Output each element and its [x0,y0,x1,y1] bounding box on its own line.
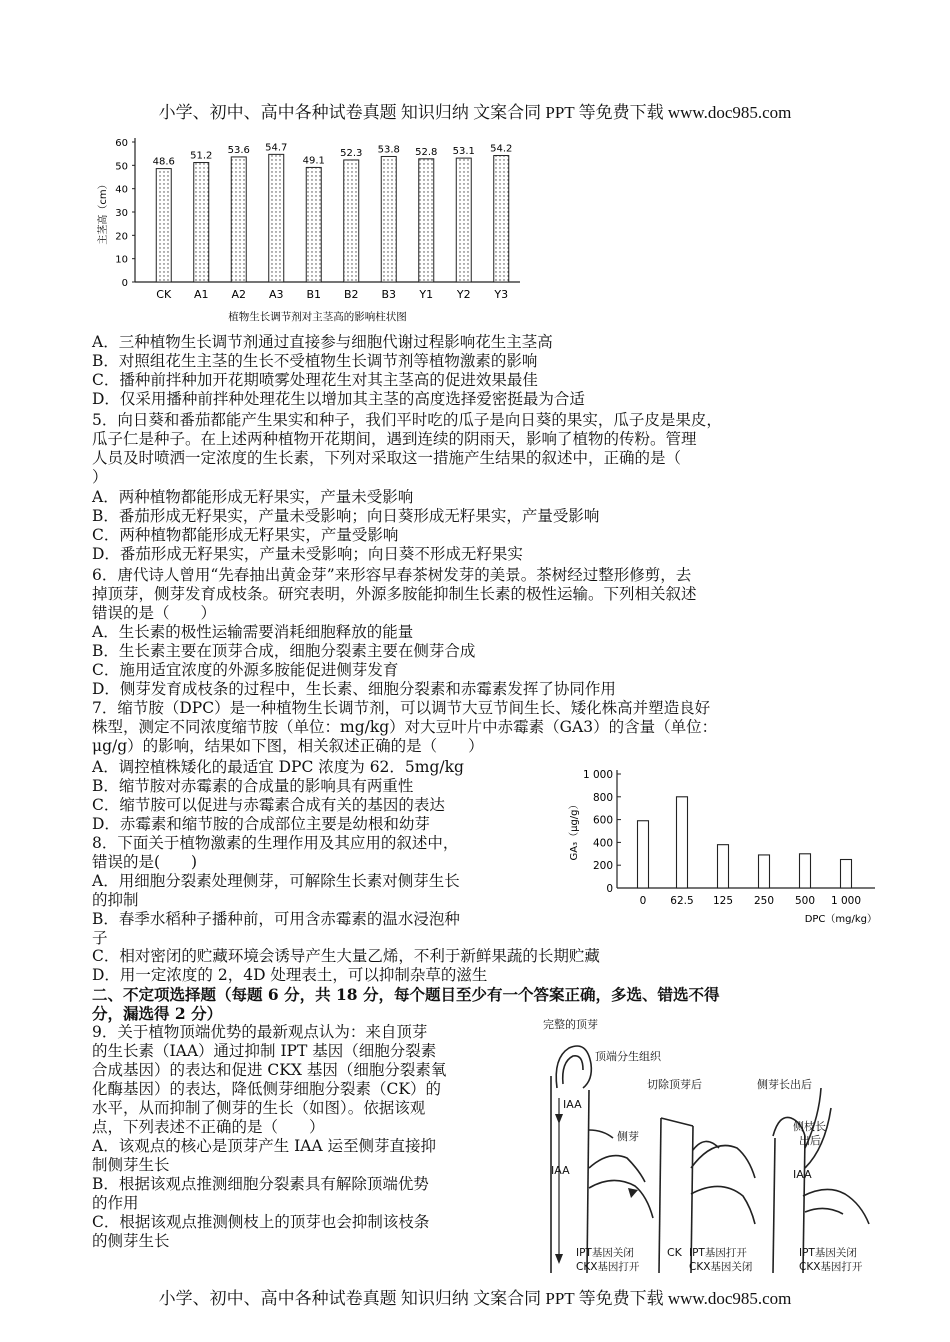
bar-Y3 [494,156,509,282]
x-tick-label: CK [156,288,172,301]
stem-height-bar-chart [90,130,530,325]
text-line: 人员及时喷洒一定浓度的生长素，下列对采取这一措施产生结果的叙述中，正确的是（ [92,449,682,467]
text-line: 掉顶芽，侧芽发育成枝条。研究表明，外源多胺能抑制生长素的极性运输。下列相关叙述 [92,585,697,603]
x-tick-label: 500 [794,895,816,907]
label-lateral-bud: 侧芽 [617,1130,639,1143]
text-line: 的侧芽生长 [92,1232,170,1250]
y-tick-label: 30 [115,208,128,219]
bar-B3 [381,156,396,282]
y-tick-label: 200 [592,860,613,873]
text-line: 二、不定项选择题（每题 6 分，共 18 分，每个题目至少有一个答案正确，多选、错选不得 [92,985,720,1004]
text-line: 点，下列表述不正确的是（ ） [92,1118,325,1136]
y-tick-label: 600 [592,814,613,827]
text-line: C．根据该观点推测侧枝上的顶芽也会抑制该枝条 [92,1213,430,1231]
page-header: 小学、初中、高中各种试卷真题 知识归纳 文案合同 PPT 等免费下载 www.doc985.com [158,103,792,122]
x-tick-label: A2 [231,288,247,301]
text-line: C．两种植物都能形成无籽果实，产量受影响 [92,526,399,544]
x-tick-label: Y3 [494,288,509,301]
bar-B2 [344,160,359,282]
text-line: μg/g）的影响，结果如下图，相关叙述正确的是（ ） [92,737,484,755]
apical-dominance-diagram [543,1018,883,1274]
label-apical-meristem: 顶端分生组织 [595,1050,661,1063]
label-after-grow: 侧芽长出后 [757,1078,812,1091]
value-label: 52.8 [415,146,438,158]
label-iaa-top: IAA [563,1098,582,1111]
label-iaa-mid: IAA [551,1164,570,1177]
text-line: 子 [92,929,108,947]
x-tick-label: 250 [753,895,775,907]
text-line: 6．唐代诗人曾用“先春抽出黄金芽”来形容早春茶树发芽的美景。茶树经过整形修剪，去 [92,566,692,584]
y-tick-label: 0 [606,883,613,895]
label-iaa-right: IAA [793,1168,812,1181]
value-label: 48.6 [152,156,175,168]
text-line: 的抑制 [92,891,139,909]
y-tick-label: 50 [115,161,128,173]
text-line: A．三种植物生长调节剂通过直接参与细胞代谢过程影响花生主茎高 [92,333,553,351]
text-line: D．用一定浓度的 2，4D 处理表土，可以抑制杂草的滋生 [92,966,488,984]
y-tick-label: 10 [115,254,128,266]
text-line: 5．向日葵和番茄都能产生果实和种子，我们平时吃的瓜子是向日葵的果实，瓜子皮是果皮， [92,411,722,429]
x-tick-label: A3 [268,288,284,301]
bar-A3 [269,154,284,282]
text-line: 合成基因）的表达和促进 CKX 基因（细胞分裂素氧 [92,1061,447,1079]
y-tick-label: 400 [592,837,613,850]
x-tick-label: 0 [639,895,647,907]
y-tick-label: 800 [592,791,613,804]
label-ckx-on-1: CKX基因打开 [576,1261,640,1273]
value-label: 53.6 [227,144,250,156]
bar-dpc-1000 [841,860,852,889]
text-line: D．仅采用播种前拌种处理花生以增加其主茎的高度选择爱密挺最为合适 [92,390,585,408]
y-tick-label: 20 [115,231,128,243]
text-line: B．番茄形成无籽果实，产量未受影响；向日葵形成无籽果实，产量受影响 [92,507,600,525]
stem-line-1b [587,1090,589,1273]
bar-dpc-0 [638,821,649,888]
label-ck: CK [667,1246,682,1259]
text-line: A．两种植物都能形成无籽果实，产量未受影响 [92,488,414,506]
text-line: 分，漏选得 2 分） [92,1004,223,1023]
text-line: 的生长素（IAA）通过抑制 IPT 基因（细胞分裂素 [92,1042,437,1060]
text-line: C．播种前拌种加开花期喷雾处理花生对其主茎高的促进效果最佳 [92,371,538,389]
text-line: B．根据该观点推测细胞分裂素具有解除顶端优势 [92,1175,429,1193]
value-label: 54.7 [265,142,288,154]
x-tick-label: 62.5 [670,895,694,907]
page-footer: 小学、初中、高中各种试卷真题 知识归纳 文案合同 PPT 等免费下载 www.doc985.com [158,1289,792,1308]
value-label: 54.2 [490,143,513,155]
label-branch-grow-1: 侧枝长 [793,1120,826,1133]
label-after-cut: 切除顶芽后 [647,1078,702,1091]
ga3-bar-chart [555,760,885,925]
x-axis-label: DPC（mg/kg） [804,914,877,925]
text-line: D．侧芽发育成枝条的过程中，生长素、细胞分裂素和赤霉素发挥了协同作用 [92,680,616,698]
text-line: B．生长素主要在顶芽合成，细胞分裂素主要在侧芽合成 [92,642,476,660]
text-line: 株型，测定不同浓度缩节胺（单位：mg/kg）对大豆叶片中赤霉素（GA3）的含量（单位： [92,718,718,736]
y-axis-label: GA₃（μg/g） [569,799,580,861]
bar-B1 [306,167,321,282]
value-label: 53.8 [377,144,400,156]
bar-dpc-250 [759,855,770,888]
text-line: A．生长素的极性运输需要消耗细胞释放的能量 [92,623,414,641]
x-tick-label: B2 [343,288,359,301]
value-label: 49.1 [302,155,325,167]
x-tick-label: Y1 [419,288,434,301]
bar-dpc-500 [800,854,811,888]
y-tick-label: 1 000 [582,769,613,781]
bar-Y1 [419,159,434,282]
x-tick-label: B1 [306,288,322,301]
text-line: B．春季水稻种子播种前，可用含赤霉素的温水浸泡种 [92,910,460,928]
text-line: D．番茄形成无籽果实，产量未受影响；向日葵不形成无籽果实 [92,545,523,563]
x-tick-label: A1 [193,288,209,301]
label-ckx-off: CKX基因关闭 [689,1261,753,1273]
text-line: 9．关于植物顶端优势的最新观点认为：来自顶芽 [92,1023,428,1041]
bar-Y2 [456,158,471,282]
y-tick-label: 0 [121,278,128,289]
text-line: 瓜子仁是种子。在上述两种植物开花期间，遇到连续的阴雨天，影响了植物的传粉。管理 [92,430,697,448]
bar-A1 [194,163,209,282]
text-line: 8．下面关于植物激素的生理作用及其应用的叙述中， [92,834,459,852]
text-line: 错误的是( ) [92,853,198,871]
text-line: 错误的是（ ） [92,604,217,622]
bar-dpc-62.5 [677,797,688,888]
text-line: C．缩节胺可以促进与赤霉素合成有关的基因的表达 [92,796,445,814]
y-tick-label: 60 [115,138,128,149]
value-label: 53.1 [452,146,475,158]
text-line: 制侧芽生长 [92,1156,170,1174]
bar-dpc-125 [718,845,729,888]
text-line: A．用细胞分裂素处理侧芽，可解除生长素对侧芽生长 [92,872,460,890]
text-line: 化酶基因）的表达，降低侧芽细胞分裂素（CK）的 [92,1080,441,1098]
text-line: C．施用适宜浓度的外源多胺能促进侧芽发育 [92,661,399,679]
x-tick-label: 1 000 [830,895,862,907]
text-line: ） [92,468,108,486]
x-tick-label: Y2 [456,288,471,301]
value-label: 52.3 [340,147,363,159]
label-ipt-on: IPT基因打开 [689,1247,747,1259]
value-label: 51.2 [190,150,213,162]
text-line: B．缩节胺对赤霉素的合成量的影响具有两重性 [92,777,414,795]
text-line: D．赤霉素和缩节胺的合成部位主要是幼根和幼芽 [92,815,430,833]
text-line: C．相对密闭的贮藏环境会诱导产生大量乙烯，不利于新鲜果蔬的长期贮藏 [92,947,600,965]
bar-A2 [231,157,246,282]
y-axis-label: 主茎高（cm） [98,179,109,245]
x-tick-label: 125 [712,895,734,907]
text-line: B．对照组花生主茎的生长不受植物生长调节剂等植物激素的影响 [92,352,538,370]
bar-CK [156,169,171,282]
text-line: 7．缩节胺（DPC）是一种植物生长调节剂，可以调节大豆节间生长、矮化株高并塑造良好 [92,699,711,717]
chart-title: 植物生长调节剂对主茎高的影响柱状图 [228,311,407,323]
label-ipt-off-1: IPT基因关闭 [576,1247,634,1259]
label-ipt-off-2: IPT基因关闭 [799,1247,857,1259]
x-tick-label: B3 [381,288,397,301]
text-line: A．调控植株矮化的最适宜 DPC 浓度为 62．5mg/kg [92,758,464,776]
y-tick-label: 40 [115,184,128,196]
text-line: 的作用 [92,1194,139,1212]
label-branch-grow-2: 出后 [799,1134,821,1147]
label-ckx-on-2: CKX基因打开 [799,1261,863,1273]
text-line: 水平，从而抑制了侧芽的生长（如图）。依据该观 [92,1099,426,1117]
label-intact-bud: 完整的顶芽 [543,1018,598,1031]
text-line: A．该观点的核心是顶芽产生 IAA 运至侧芽直接抑 [92,1137,437,1155]
